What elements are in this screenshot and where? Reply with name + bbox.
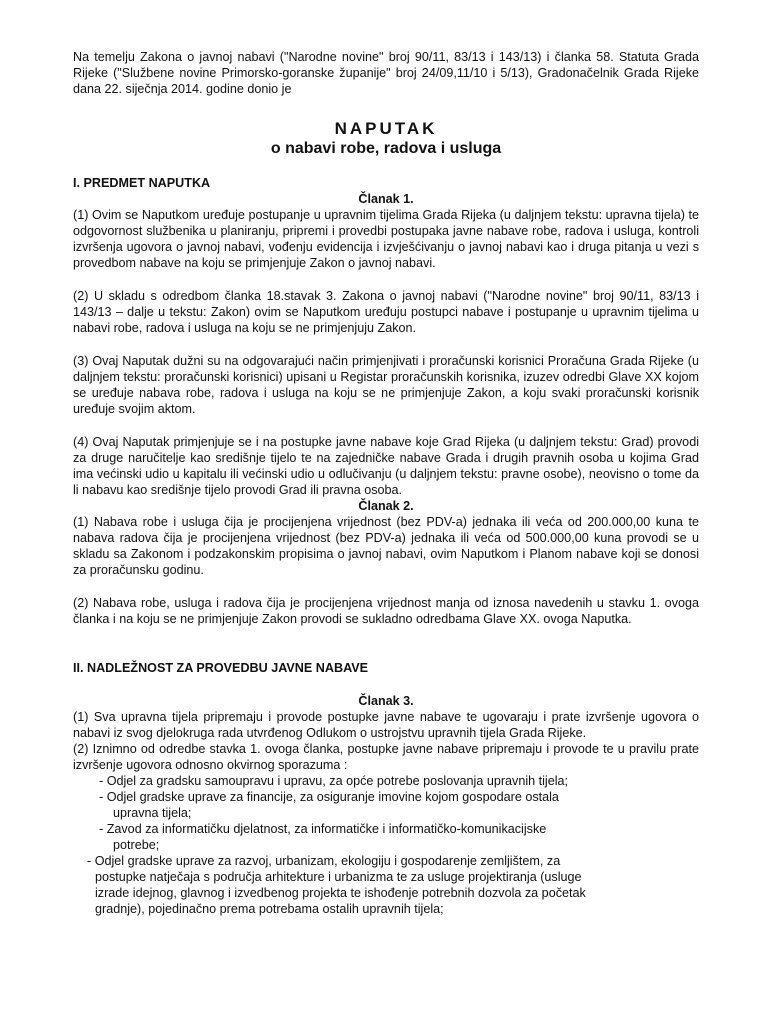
list-item-continuation: upravna tijela;: [113, 806, 192, 820]
list-item-continuation: potrebe;: [113, 838, 160, 852]
article3-paragraph1: (1) Sva upravna tijela pripremaju i provode postupke javne nabave te ugovaraju i prate izvršenje ugovora o nabavi iz svog djelokruga rada utvrđenog Odlukom o ustrojstvu upravnih tijela Grada Rijeke.: [73, 710, 699, 740]
article2-paragraph1: (1) Nabava robe i usluga čija je procijenjena vrijednost (bez PDV-a) jednaka ili veća od 200.000,00 kuna te nabava radova čija je procijenjena vrijednost (bez PDV-a) jednaka ili veća od 500.000,00 kuna provodi se u skladu sa Zakonom i podzakonskim propisima o javnoj nabavi, ovim Naputkom i Planom nabave koji se donosi za proračunsku godinu.: [73, 515, 699, 577]
article-heading-3: Članak 3.: [358, 694, 414, 708]
section-heading-1: I. PREDMET NAPUTKA: [73, 176, 211, 190]
list-item: - Zavod za informatičku djelatnost, za informatičke i informatičko-komunikacijske: [99, 822, 547, 836]
article1-paragraph1: (1) Ovim se Naputkom uređuje postupanje u upravnim tijelima Grada Rijeka (u daljnjem tekstu: upravna tijela) te odgovornost službenika u planiranju, pripremi i provedbi postupaka javne nabave robe, radova i usluga, kontroli izvršenja ugovora o javnoj nabavi, vođenju evidencija i izvješćivanju o javnoj nabavi kao i druga pitanja u vezi s provedbom nabave na koju se primjenjuje Zakon o javnoj nabavi.: [73, 208, 699, 270]
list-item-continuation: gradnje), pojedinačno prema potrebama ostalih upravnih tijela;: [95, 902, 444, 916]
article-heading-1: Članak 1.: [358, 192, 414, 206]
article3-paragraph2: (2) Iznimno od odredbe stavka 1. ovoga članka, postupke javne nabave pripremaju i provode te u pravilu prate izvršenje ugovora odnosno okvirnog sporazuma :: [73, 742, 699, 772]
section-heading-2: II. NADLEŽNOST ZA PROVEDBU JAVNE NABAVE: [73, 661, 369, 675]
list-item: - Odjel za gradsku samoupravu i upravu, za opće potrebe poslovanja upravnih tijela;: [99, 774, 569, 788]
list-item-continuation: postupke natječaja s područja arhitekture i urbanizma te za usluge projektiranja (usluge: [95, 870, 582, 884]
document-subtitle: o nabavi robe, radova i usluga: [270, 140, 502, 157]
article-heading-2: Članak 2.: [358, 499, 414, 513]
intro-paragraph: Na temelju Zakona o javnoj nabavi ("Narodne novine" broj 90/11, 83/13 i 143/13) i članka 58. Statuta Grada Rijeke ("Službene novine Primorsko-goranske županije" broj 24/09,11/10 i 5/13), Gradonačelnik Grada Rijeke dana 22. siječnja 2014. godine donio je: [73, 50, 699, 96]
list-item: - Odjel gradske uprave za razvoj, urbanizam, ekologiju i gospodarenje zemljištem, za: [87, 854, 561, 868]
document-title: NAPUTAK: [334, 119, 438, 138]
article1-paragraph3: (3) Ovaj Naputak dužni su na odgovarajući način primjenjivati i proračunski korisnici Proračuna Grada Rijeke (u daljnjem tekstu: proračunski korisnici) upisani u Registar proračunskih korisnika, izuzev odredbi Glave XX kojom se uređuje nabava robe, radova i usluga na koju se ne primjenjuje Zakon, a koju svaki proračunski korisnik uređuje svojim aktom.: [73, 354, 699, 416]
list-item: - Odjel gradske uprave za financije, za osiguranje imovine kojom gospodare ostala: [99, 790, 559, 804]
article2-paragraph2: (2) Nabava robe, usluga i radova čija je procijenjena vrijednost manja od iznosa navedenih u stavku 1. ovoga članka i na koju se ne primjenjuje Zakon provodi se sukladno odredbama Glave XX. ovoga Naputka.: [73, 596, 699, 626]
document-page: [73, 49, 699, 917]
article1-paragraph4: (4) Ovaj Naputak primjenjuje se i na postupke javne nabave koje Grad Rijeka (u daljnjem tekstu: Grad) provodi za druge naručitelje kao središnje tijelo te na zajedničke nabave Grada i drugih pravnih osoba u kojima Grad ima većinski udio u kapitalu ili većinski udio u odlučivanju (u daljnjem tekstu: pravne osobe), neovisno o tome da li nabavu kao središnje tijelo provodi Grad ili pravna osoba.: [73, 435, 699, 497]
list-item-continuation: izrade idejnog, glavnog i izvedbenog projekta te ishođenje potrebnih dozvola za početak: [95, 886, 586, 900]
article1-paragraph2: (2) U skladu s odredbom članka 18.stavak 3. Zakona o javnoj nabavi ("Narodne novine" broj 90/11, 83/13 i 143/13 – dalje u tekstu: Zakon) ovim se Naputkom uređuju postupci nabave i postupanje u upravnim tijelima u nabavi robe, radova i usluga na koju se ne primjenjuju Zakon.: [73, 289, 699, 335]
